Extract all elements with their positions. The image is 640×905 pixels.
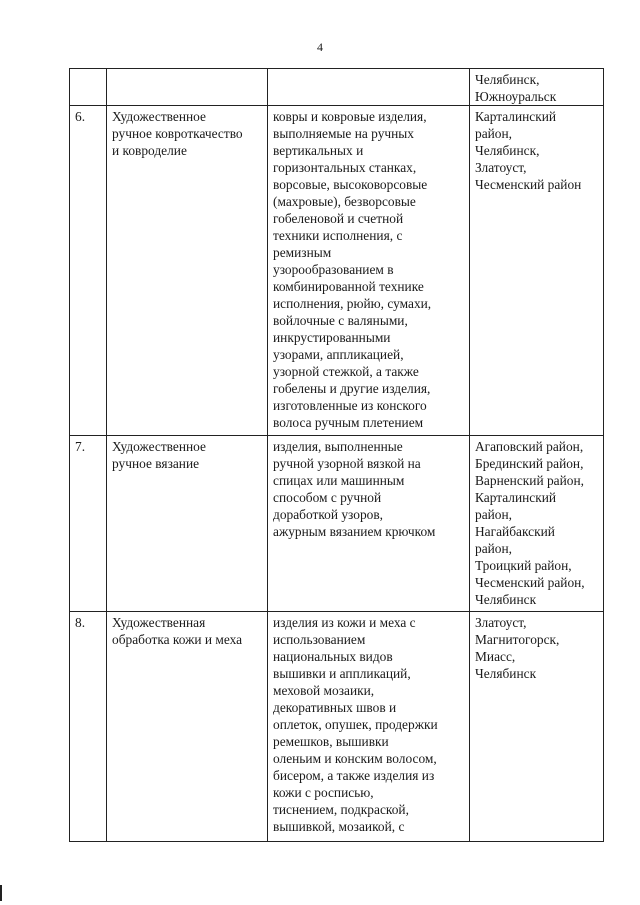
locations-cell: [470, 69, 604, 106]
page-number: 4: [317, 40, 323, 54]
location-line: район,: [475, 541, 513, 556]
description-line: ворсовые, высоковорсовые: [273, 177, 428, 192]
description-line: способом с ручной: [273, 490, 382, 505]
location-line: Челябинск,: [475, 143, 540, 158]
location-line: Челябинск: [475, 592, 537, 607]
location-line: Брединский район,: [475, 456, 584, 471]
description-line: изделия, выполненные: [273, 439, 403, 454]
craft-name-line: Художественное: [112, 109, 206, 124]
location-line: Магнитогорск,: [475, 632, 560, 647]
description-line: вышивки и аппликаций,: [273, 666, 411, 681]
description-line: меховой мозаики,: [273, 683, 375, 698]
craft-name-cell: [107, 436, 268, 612]
description-line: гобеленовой и счетной: [273, 211, 404, 226]
description-line: тиснением, подкраской,: [273, 802, 409, 817]
craft-description-cell: [268, 106, 470, 436]
location-line: Чесменский район: [475, 177, 582, 192]
location-line: Миасс,: [475, 649, 516, 664]
description-line: узорами, аппликацией,: [273, 347, 404, 362]
description-line: оплеток, опушек, продержки: [273, 717, 438, 732]
description-line: ремешков, вышивки: [273, 734, 389, 749]
description-line: использованием: [273, 632, 366, 647]
location-line: Челябинск,: [475, 72, 540, 87]
description-line: ремизным: [273, 245, 332, 260]
description-line: гобелены и другие изделия,: [273, 381, 431, 396]
row-number-cell: 7.: [70, 436, 107, 612]
location-line: Варненский район,: [475, 473, 584, 488]
craft-name-cell: [107, 612, 268, 842]
scan-edge-mark: [0, 885, 2, 901]
craft-name-line: обработка кожи и меха: [112, 632, 243, 647]
craft-name-line: ручное вязание: [112, 456, 200, 471]
description-line: вышивкой, мозаикой, с: [273, 819, 405, 834]
craft-description-cell: [268, 436, 470, 612]
locations-cell: [470, 436, 604, 612]
description-line: национальных видов: [273, 649, 393, 664]
description-line: техники исполнения, с: [273, 228, 403, 243]
craft-description-cell: [268, 69, 470, 106]
description-line: кожи с росписью,: [273, 785, 374, 800]
craft-name-cell: [107, 106, 268, 436]
location-line: Златоуст,: [475, 160, 527, 175]
craft-name-line: и ковроделие: [112, 143, 187, 158]
description-line: выполняемые на ручных: [273, 126, 414, 141]
description-line: вертикальных и: [273, 143, 364, 158]
row-number-cell: 8.: [70, 612, 107, 842]
location-line: Челябинск: [475, 666, 537, 681]
row-number-cell: 6.: [70, 106, 107, 436]
description-line: декоративных швов и: [273, 700, 397, 715]
description-line: ажурным вязанием крючком: [273, 524, 436, 539]
location-line: Карталинский: [475, 490, 557, 505]
location-line: Нагайбакский: [475, 524, 555, 539]
table-row-continuation: [70, 69, 604, 106]
craft-name-line: Художественная: [112, 615, 206, 630]
description-line: доработкой узоров,: [273, 507, 384, 522]
locations-cell: [470, 106, 604, 436]
craft-name-line: Художественное: [112, 439, 206, 454]
description-line: войлочные с валяными,: [273, 313, 408, 328]
description-line: горизонтальных станках,: [273, 160, 417, 175]
description-line: оленьим и конским волосом,: [273, 751, 437, 766]
description-line: изготовленные из конского: [273, 398, 427, 413]
description-line: инкрустированными: [273, 330, 391, 345]
location-line: Чесменский район,: [475, 575, 585, 590]
description-line: бисером, а также изделия из: [273, 768, 435, 783]
description-line: ручной узорной вязкой на: [273, 456, 421, 471]
description-line: исполнения, рюйю, сумахи,: [273, 296, 432, 311]
table-row-6: [70, 106, 604, 436]
location-line: Златоуст,: [475, 615, 527, 630]
row-number-cell: [70, 69, 107, 106]
table-row-7: [70, 436, 604, 612]
description-line: изделия из кожи и меха с: [273, 615, 416, 630]
location-line: Карталинский: [475, 109, 557, 124]
location-line: Южноуральск: [475, 89, 557, 104]
table-row-8: [70, 612, 604, 842]
crafts-table: [69, 68, 604, 842]
description-line: (махровые), безворсовые: [273, 194, 416, 209]
description-line: узорной стежкой, а также: [273, 364, 419, 379]
craft-name-line: ручное ковроткачество: [112, 126, 243, 141]
description-line: спицах или машинным: [273, 473, 405, 488]
location-line: район,: [475, 126, 513, 141]
locations-cell: [470, 612, 604, 842]
location-line: Троицкий район,: [475, 558, 572, 573]
location-line: район,: [475, 507, 513, 522]
description-line: ковры и ковровые изделия,: [273, 109, 427, 124]
craft-description-cell: [268, 612, 470, 842]
location-line: Агаповский район,: [475, 439, 584, 454]
description-line: комбинированной технике: [273, 279, 424, 294]
craft-name-cell: [107, 69, 268, 106]
description-line: узорообразованием в: [273, 262, 394, 277]
description-line: волоса ручным плетением: [273, 415, 424, 430]
